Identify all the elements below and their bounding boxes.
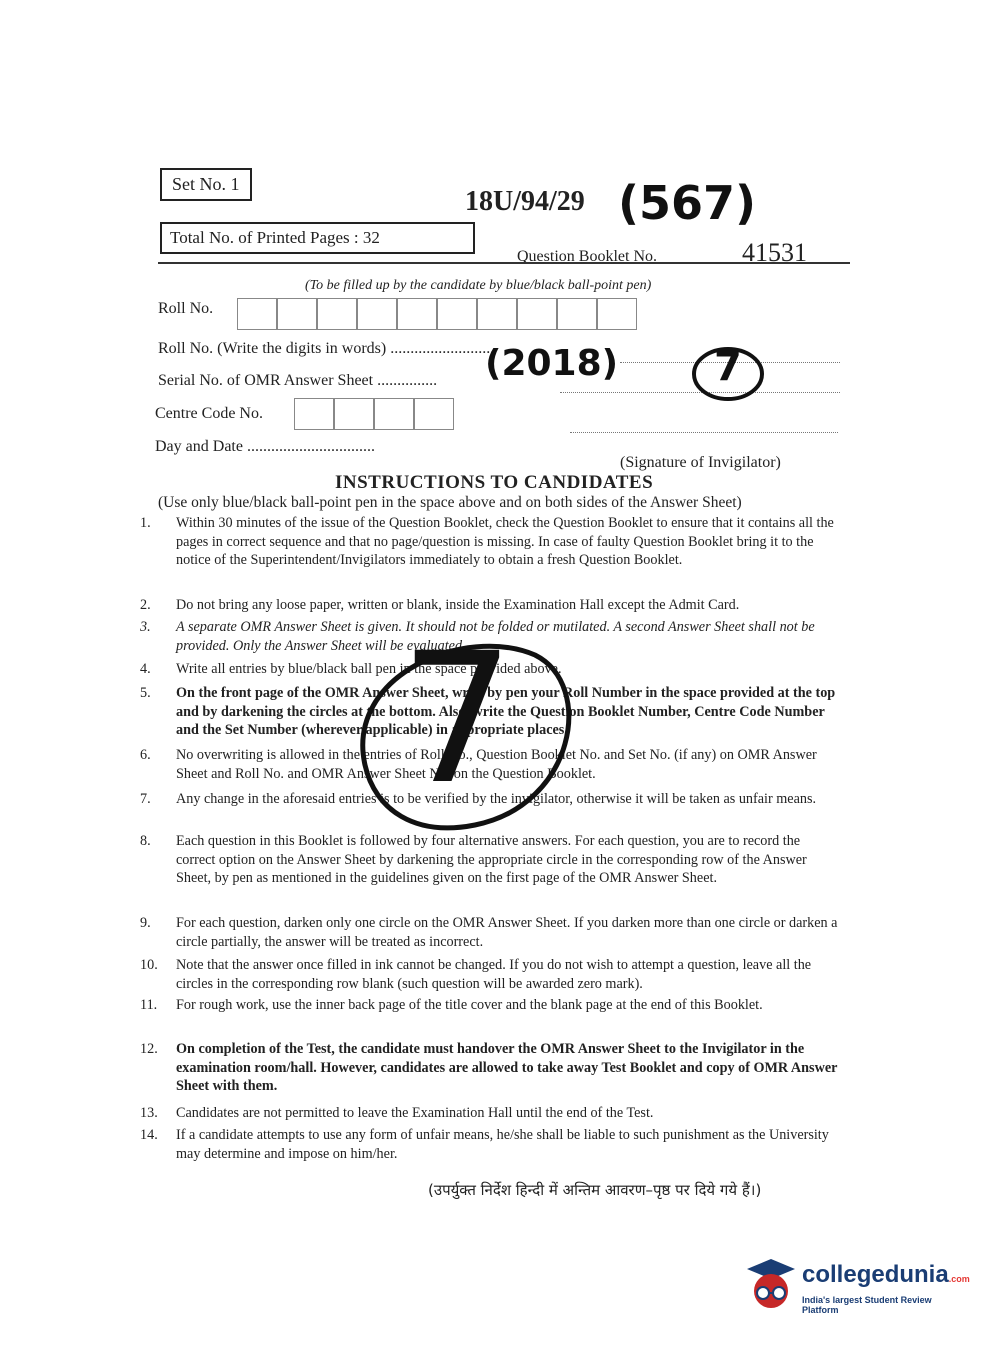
logo-tagline: India's largest Student Review Platform <box>802 1295 932 1315</box>
instruction-item: 3. A separate OMR Answer Sheet is given. It should not be folded or mutilated. A second Answer Sheet shall not be provided. Only the Answer Sheet will be evaluated. <box>140 619 815 654</box>
instruction-item: 12. On completion of the Test, the candidate must handover the OMR Answer Sheet to the Invigilator in the examination room/hall. However, candidates are allowed to take away Test Booklet and copy of OMR Answer Sheet with them. <box>140 1041 838 1094</box>
instruction-item: 2. Do not bring any loose paper, written or blank, inside the Examination Hall except the Admit Card. <box>140 597 740 613</box>
logo-domain: .com <box>948 1274 970 1284</box>
handwritten-year: (2018) <box>485 343 619 384</box>
booklet-number-label: Question Booklet No. <box>517 248 657 265</box>
fill-instruction-note: (To be filled up by the candidate by blue/black ball-point pen) <box>305 278 652 293</box>
instruction-item: 1. Within 30 minutes of the issue of the Question Booklet, check the Question Booklet to ensure that it contains all the pages in correct sequence and that no page/question is missing. In case of faulty Question Booklet bring it to the notice of the Superintendent/Invigilators immediately to obtain a fresh Question Booklet. <box>140 515 834 568</box>
handwritten-code: (567) <box>618 176 757 230</box>
instructions-heading: INSTRUCTIONS TO CANDIDATES <box>335 472 654 493</box>
invigilator-signature-label: (Signature of Invigilator) <box>620 454 781 471</box>
instruction-item: 4. Write all entries by blue/black ball pen in the space provided above. <box>140 661 562 677</box>
instruction-item: 11. For rough work, use the inner back page of the title cover and the blank page at the end of this Booklet. <box>140 997 763 1013</box>
mascot-logo-icon <box>745 1257 797 1313</box>
instruction-item: 8. Each question in this Booklet is followed by four alternative answers. For each question, you are to record the correct option on the Answer Sheet by darkening the appropriate circle in the corresponding row of the Answer Sheet, by pen as mentioned in the guidelines given on the first page of the OMR Answer Sheet. <box>140 833 807 886</box>
collegedunia-logo[interactable] <box>745 1255 970 1315</box>
handwritten-set-big: 7 <box>400 615 515 824</box>
roll-no-words-label: Roll No. (Write the digits in words) .......................... <box>158 340 495 357</box>
omr-serial-label: Serial No. of OMR Answer Sheet ............... <box>158 372 438 389</box>
booklet-code: 18U/94/29 <box>465 186 585 217</box>
centre-code-label: Centre Code No. <box>155 405 263 422</box>
instruction-item: 13. Candidates are not permitted to leave the Examination Hall until the end of the Test. <box>140 1105 654 1121</box>
instruction-item: 9. For each question, darken only one circle on the OMR Answer Sheet. If you darken more than one circle or darken a circle partially, the answer will be treated as incorrect. <box>140 915 838 950</box>
instruction-item: 7. Any change in the aforesaid entries is to be verified by the invigilator, otherwise it will be taken as unfair means. <box>140 791 817 807</box>
roll-no-boxes[interactable] <box>237 298 637 330</box>
day-date-label: Day and Date ................................ <box>155 438 375 455</box>
instruction-item: 5. On the front page of the OMR Answer Sheet, write by pen your Roll Number in the space provided at the top and by darkening the circles at the bottom. Also, write the Question Booklet Number, Centre Code Number and the Set Number (wherever applicable) in appropriate places. <box>140 685 836 738</box>
logo-name: collegedunia <box>802 1261 949 1288</box>
total-pages-box: Total No. of Printed Pages : 32 <box>160 222 475 254</box>
instruction-item: 6. No overwriting is allowed in the entries of Roll No., Question Booklet No. and Set No. (if any) on OMR Answer Sheet and Roll No. and OMR Answer Sheet No. on the Question Booklet. <box>140 747 817 782</box>
instruction-item: 10. Note that the answer once filled in ink cannot be changed. If you do not wish to attempt a question, leave all the circles in the corresponding row blank (such question will be awarded zero mark). <box>140 957 812 992</box>
header-divider <box>158 262 850 264</box>
invigilator-signature-line[interactable] <box>570 432 838 433</box>
set-number-box: Set No. 1 <box>160 168 252 201</box>
instruction-item: 14. If a candidate attempts to use any form of unfair means, he/she shall be liable to such punishment as the University may determine and impose on him/her. <box>140 1127 829 1162</box>
booklet-number-value: 41531 <box>742 238 807 267</box>
instructions-intro: (Use only blue/black ball-point pen in the space above and on both sides of the Answer Sheet) <box>158 494 742 511</box>
centre-code-boxes[interactable] <box>294 398 454 430</box>
hindi-note: (उपर्युक्त निर्देश हिन्दी में अन्तिम आवरण–पृष्ठ पर दिये गये हैं।) <box>428 1181 762 1199</box>
roll-no-label: Roll No. <box>158 300 214 317</box>
handwritten-set-small: 7 <box>700 344 728 390</box>
